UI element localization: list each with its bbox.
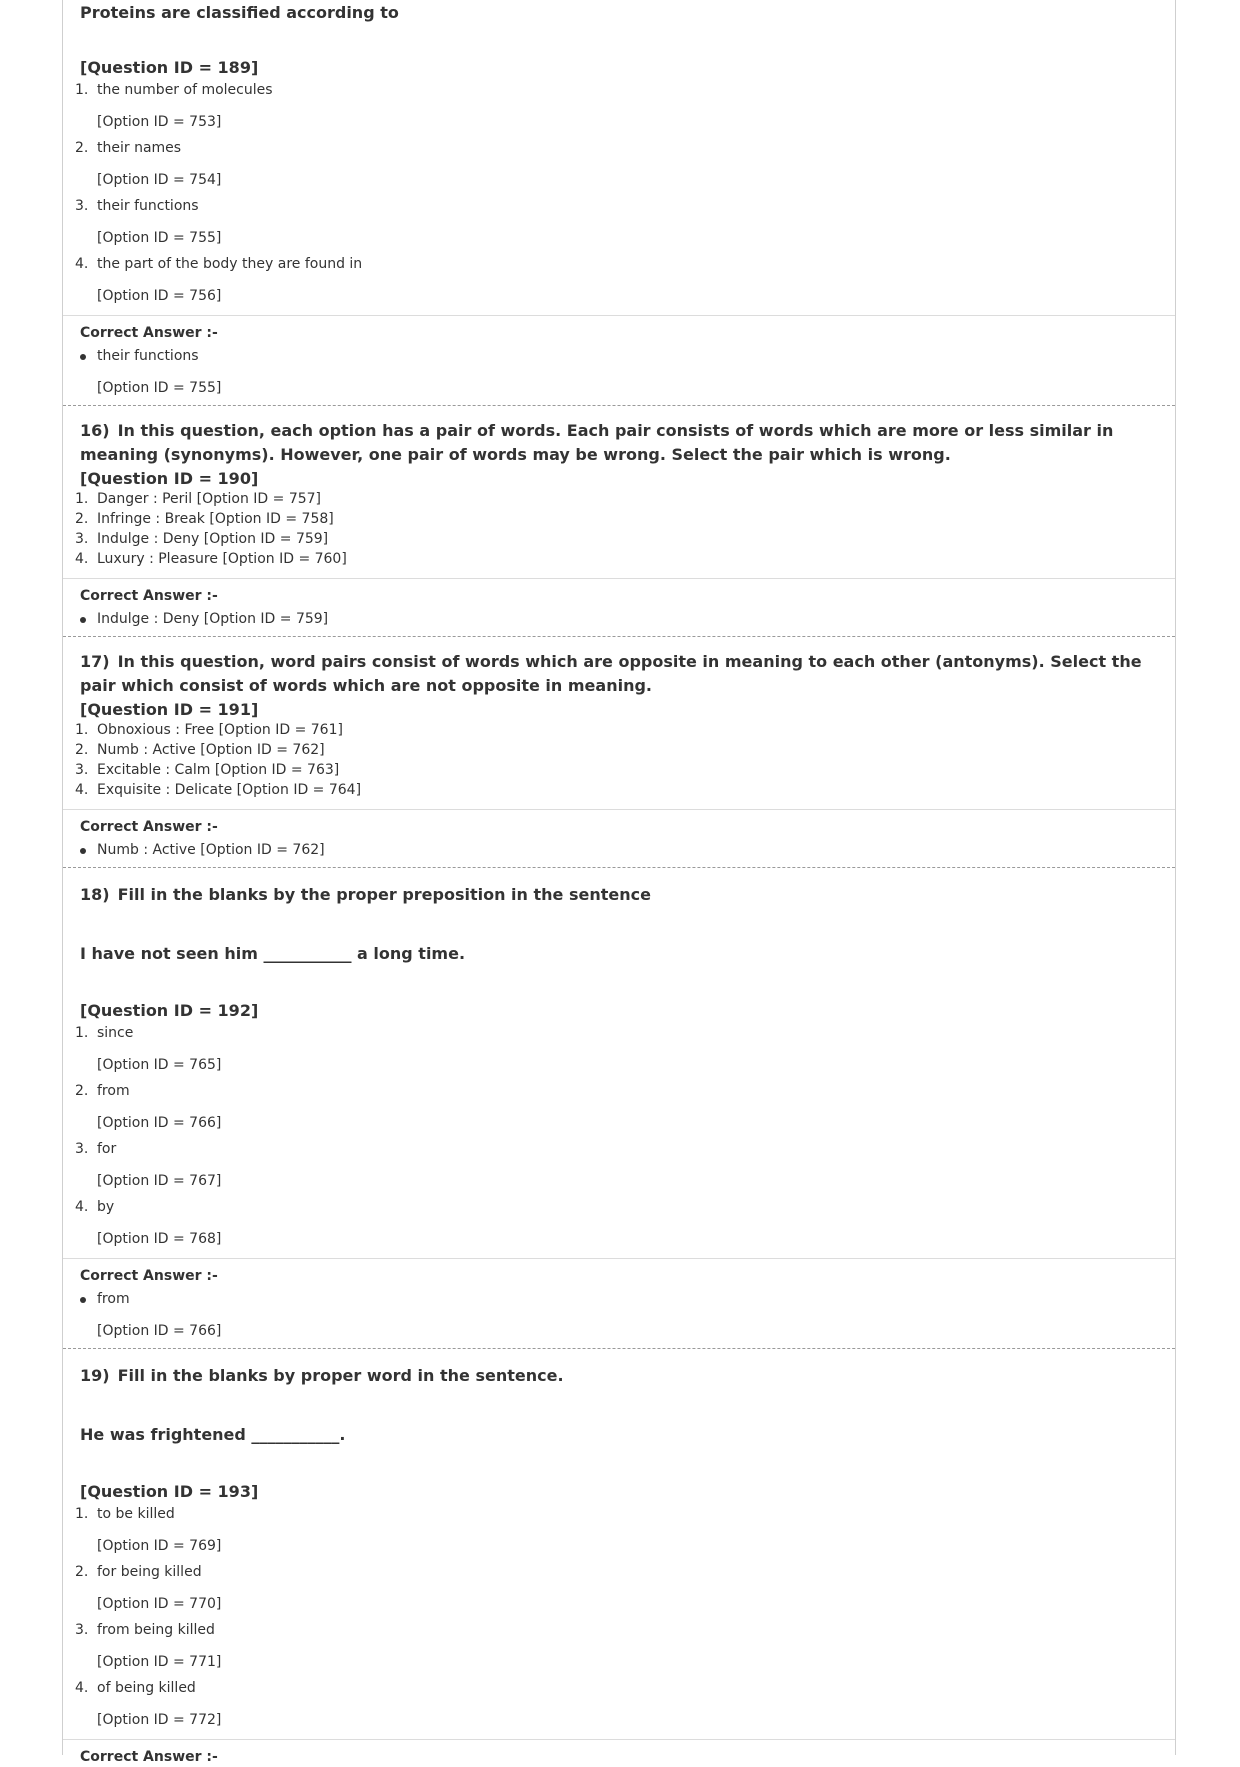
list-item: 4. by [Option ID = 768] xyxy=(75,1199,222,1247)
list-item: 2. their names [Option ID = 754] xyxy=(75,140,222,188)
list-item: 1. the number of molecules [Option ID = 753] xyxy=(75,82,273,130)
list-item: 2. Infringe : Break [Option ID = 758] xyxy=(75,511,334,527)
answer-label: Correct Answer :- xyxy=(80,588,218,604)
answer-item: from [Option ID = 766] xyxy=(80,1289,1158,1341)
question-text: 17) In this question, word pairs consist of words which are opposite in meaning to each other (antonyms). Select the pair which consist of words which are not opposite in meaning. xyxy=(80,652,1142,695)
question-text: 16) In this question, each option has a pair of words. Each pair consists of words which are more or less similar in meaning (synonyms). However, one pair of words may be wrong. Select the pair which is wrong. xyxy=(80,421,1114,464)
answer-label: Correct Answer :- xyxy=(80,1268,218,1284)
bullet-icon xyxy=(80,1297,86,1303)
list-item: 2. from [Option ID = 766] xyxy=(75,1083,222,1131)
question-16 xyxy=(63,406,1175,569)
question-text: 19) Fill in the blanks by proper word in the sentence. xyxy=(80,1366,564,1385)
question-text: 18) Fill in the blanks by the proper preposition in the sentence xyxy=(80,885,651,904)
question-id: [Question ID = 192] xyxy=(80,1001,259,1020)
list-item: 2. for being killed [Option ID = 770] xyxy=(75,1564,222,1612)
list-item: 3. their functions [Option ID = 755] xyxy=(75,198,222,246)
correct-answer-18 xyxy=(63,1258,1175,1349)
question-17 xyxy=(63,637,1175,800)
correct-answer-16 xyxy=(63,578,1175,637)
question-text: Proteins are classified according to xyxy=(80,3,399,22)
options-list xyxy=(75,1504,1158,1730)
answer-label: Correct Answer :- xyxy=(80,325,218,341)
list-item: 3. Excitable : Calm [Option ID = 763] xyxy=(75,762,340,778)
answer-label: Correct Answer :- xyxy=(80,1749,218,1765)
answer-label: Correct Answer :- xyxy=(80,819,218,835)
options-list xyxy=(75,80,1158,306)
list-item: 4. the part of the body they are found in [Option ID = 756] xyxy=(75,256,363,304)
list-item: 3. from being killed [Option ID = 771] xyxy=(75,1622,222,1670)
question-id: [Question ID = 189] xyxy=(80,58,259,77)
bullet-icon xyxy=(80,354,86,360)
options-list xyxy=(75,720,1158,800)
list-item: 1. to be killed [Option ID = 769] xyxy=(75,1506,222,1554)
list-item: 1. Danger : Peril [Option ID = 757] xyxy=(75,491,322,507)
options-list xyxy=(75,1023,1158,1249)
answer-item: Indulge : Deny [Option ID = 759] xyxy=(80,609,1158,629)
list-item: 1. Obnoxious : Free [Option ID = 761] xyxy=(75,722,343,738)
answer-item: their functions [Option ID = 755] xyxy=(80,346,1158,398)
question-15 xyxy=(63,0,1175,306)
question-18 xyxy=(63,868,1175,1249)
question-19 xyxy=(63,1349,1175,1730)
question-id: [Question ID = 191] xyxy=(80,700,259,719)
list-item: 4. Luxury : Pleasure [Option ID = 760] xyxy=(75,551,347,567)
question-sentence: He was frightened ___________. xyxy=(80,1425,346,1444)
list-item: 3. for [Option ID = 767] xyxy=(75,1141,222,1189)
list-item: 4. of being killed [Option ID = 772] xyxy=(75,1680,222,1728)
list-item: 3. Indulge : Deny [Option ID = 759] xyxy=(75,531,329,547)
bullet-icon xyxy=(80,617,86,623)
list-item: 4. Exquisite : Delicate [Option ID = 764] xyxy=(75,782,362,798)
question-id: [Question ID = 193] xyxy=(80,1482,259,1501)
list-item: 1. since [Option ID = 765] xyxy=(75,1025,222,1073)
correct-answer-15 xyxy=(63,315,1175,406)
question-sentence: I have not seen him ___________ a long time. xyxy=(80,944,466,963)
bullet-icon xyxy=(80,848,86,854)
answer-item: Numb : Active [Option ID = 762] xyxy=(80,840,1158,860)
question-id: [Question ID = 190] xyxy=(80,469,259,488)
options-list xyxy=(75,489,1158,569)
question-paper xyxy=(62,0,1176,1765)
correct-answer-17 xyxy=(63,809,1175,868)
list-item: 2. Numb : Active [Option ID = 762] xyxy=(75,742,325,758)
correct-answer-19 xyxy=(63,1739,1175,1767)
